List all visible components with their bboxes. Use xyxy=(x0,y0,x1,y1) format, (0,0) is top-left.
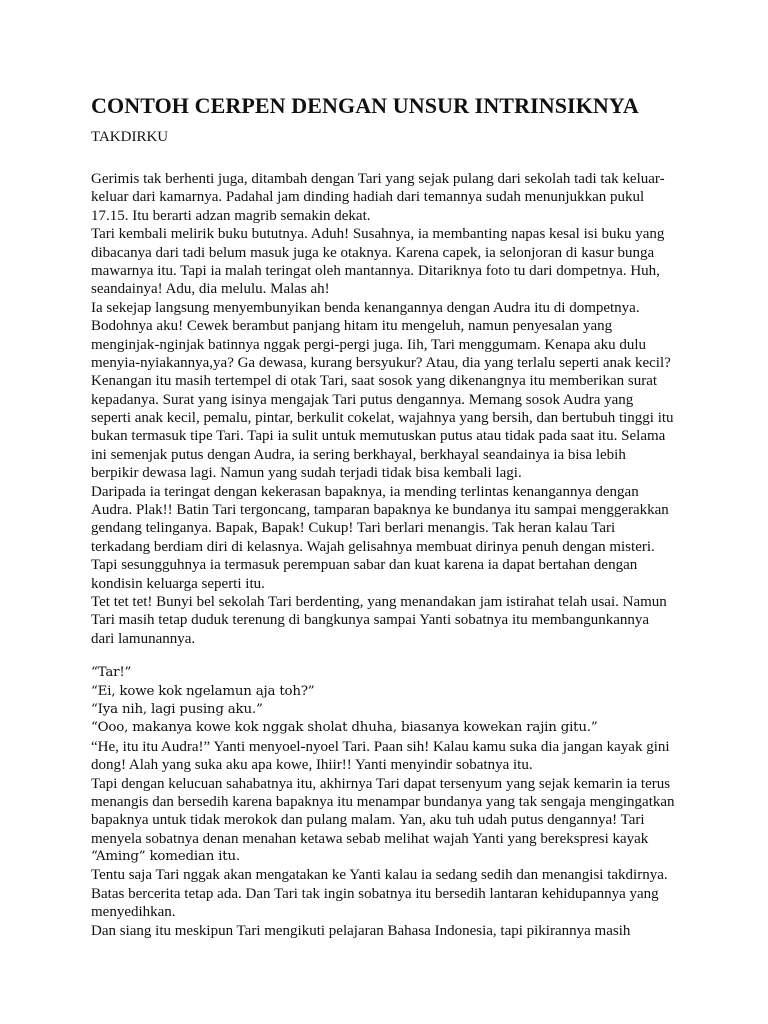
paragraph-gap xyxy=(91,648,683,664)
text-line: dari lamunannya. xyxy=(91,630,196,647)
text-line: mawarnya itu. Tapi ia malah teringat oleh mantannya. Ditariknya foto tu dari dompetnya. Huh, xyxy=(91,262,660,279)
text-line: menyela sobatnya denan menahan ketawa sebab melihat wajah Yanti yang berekspresi kayak xyxy=(91,830,649,847)
text-line: Dan siang itu meskipun Tari mengikuti pelajaran Bahasa Indonesia, tapi pikirannya masih xyxy=(91,922,631,939)
dialog-line: “Iya nih, lagi pusing aku.” xyxy=(91,701,263,717)
text-line: bapaknya untuk tidak merokok dan pulang malam. Yan, aku tuh udah putus dengannya! Tari xyxy=(91,812,645,829)
text-line: “Aming” komedian itu. xyxy=(91,849,240,865)
story-title: TAKDIRKU xyxy=(91,129,169,145)
text-line: Kenangan itu masih tertempel di otak Tari, saat sosok yang dikenangnya itu memberikan surat xyxy=(91,373,658,390)
text-line: Audra. Plak!! Batin Tari tergoncang, tamparan bapaknya ke bundanya itu sampai menggerakkan xyxy=(91,502,669,519)
document-title: CONTOH CERPEN DENGAN UNSUR INTRINSIKNYA xyxy=(91,93,639,118)
text-line: seperti anak kecil, pemalu, pintar, berkulit cokelat, wajahnya yang bersih, dan bertubuh tinggi itu xyxy=(91,410,674,427)
paragraph-block-2 xyxy=(91,738,683,940)
text-line: Gerimis tak berhenti juga, ditambah dengan Tari yang sejak pulang dari sekolah tadi tak keluar- xyxy=(91,171,665,187)
dialog-line: “Ooo, makanya kowe kok nggak sholat dhuha, biasanya kowekan rajin gitu.” xyxy=(91,720,598,736)
text-line: terkadang berdiam diri di kelasnya. Wajah gelisahnya membuat dirinya penuh dengan misteri. xyxy=(91,538,655,555)
text-line: keluar dari kamarnya. Padahal jam dinding hadiah dari temannya sudah menunjukkan pukul xyxy=(91,189,645,206)
text-line: menginjak-nginjak batinnya nggak pergi-pergi juga. Iih, Tari menggumam. Kenapa aku dulu xyxy=(91,336,647,353)
text-line: Tari masih tetap duduk terenung di bangkunya sampai Yanti sobatnya itu membangunkannya xyxy=(91,612,650,629)
text-line: Tet tet tet! Bunyi bel sekolah Tari berdenting, yang menandakan jam istirahat telah usai. Namun xyxy=(91,593,667,610)
text-line: dong! Alah yang suka aku apa kowe, Ihiir!! Yanti menyindir sobatnya itu. xyxy=(91,757,533,774)
text-line: Tentu saja Tari nggak akan mengatakan ke Yanti kalau ia sedang sedih dan menangisi takdirnya. xyxy=(91,867,668,884)
dialog-line: “Ei, kowe kok ngelamun aja toh?” xyxy=(91,683,315,699)
text-line: 17.15. Itu berarti adzan magrib semakin dekat. xyxy=(91,207,371,224)
text-line: Bodohnya aku! Cewek berambut panjang hitam itu mengeluh, namun penyesalan yang xyxy=(91,318,613,335)
dialog-block xyxy=(91,664,683,738)
text-line: Tapi dengan kelucuan sahabatnya itu, akhirnya Tari dapat tersenyum yang sejak kemarin ia terus xyxy=(91,775,671,792)
text-line: seandainya! Adu, dia melulu. Malas ah! xyxy=(91,281,330,298)
text-line: berpikir dewasa lagi. Namun yang sudah terjadi tidak bisa kembali lagi. xyxy=(91,465,522,482)
story-text xyxy=(91,170,683,940)
text-line: Tari kembali melirik buku bututnya. Aduh! Susahnya, ia membanting napas kesal isi buku yang xyxy=(91,226,665,243)
text-line: menangis dan bersedih karena bapaknya itu menampar bundanya yang tak sengaja mengingatkan xyxy=(91,793,675,810)
text-line: Batas bercerita tetap ada. Dan Tari tak ingin sobatnya itu bersedih lantaran kehidupannya yang xyxy=(91,885,659,902)
text-line: menyedihkan. xyxy=(91,904,176,921)
text-line: kepadanya. Surat yang isinya mengajak Tari putus dengannya. Memang sosok Audra yang xyxy=(91,391,634,408)
text-line: gendang telinganya. Bapak, Bapak! Cukup! Tari berlari menangis. Tak heran kalau Tari xyxy=(91,520,616,537)
dialog-line: “Tar!” xyxy=(91,665,132,681)
text-line: dibacanya dari tadi belum masuk juga ke otaknya. Karena capek, ia selonjoran di kasur bunga xyxy=(91,244,655,261)
text-line: kondisin keluarga seperti itu. xyxy=(91,575,265,592)
text-line: bukan termasuk tipe Tari. Tapi ia sulit untuk memutuskan putus atau tidak pada saat itu. Selama xyxy=(91,428,666,445)
text-line: “He, itu itu Audra!” Yanti menyoel-nyoel Tari. Paan sih! Kalau kamu suka dia jangan kayak gini xyxy=(91,738,670,755)
text-line: menyia-nyiakannya,ya? Ga dewasa, kurang bersyukur? Atau, dia yang terlalu seperti anak kecil? xyxy=(91,354,671,371)
text-line: Tapi sesungguhnya ia termasuk perempuan sabar dan kuat karena ia dapat bertahan dengan xyxy=(91,557,638,574)
paragraph-block-1 xyxy=(91,170,683,648)
text-line: Daripada ia teringat dengan kekerasan bapaknya, ia mending terlintas kenangannya dengan xyxy=(91,483,639,500)
text-line: Ia sekejap langsung menyembunyikan benda kenangannya dengan Audra itu di dompetnya. xyxy=(91,299,640,316)
text-line: ini semenjak putus dengan Audra, ia sering berkhayal, berkhayal seandainya ia bisa lebih xyxy=(91,446,626,463)
